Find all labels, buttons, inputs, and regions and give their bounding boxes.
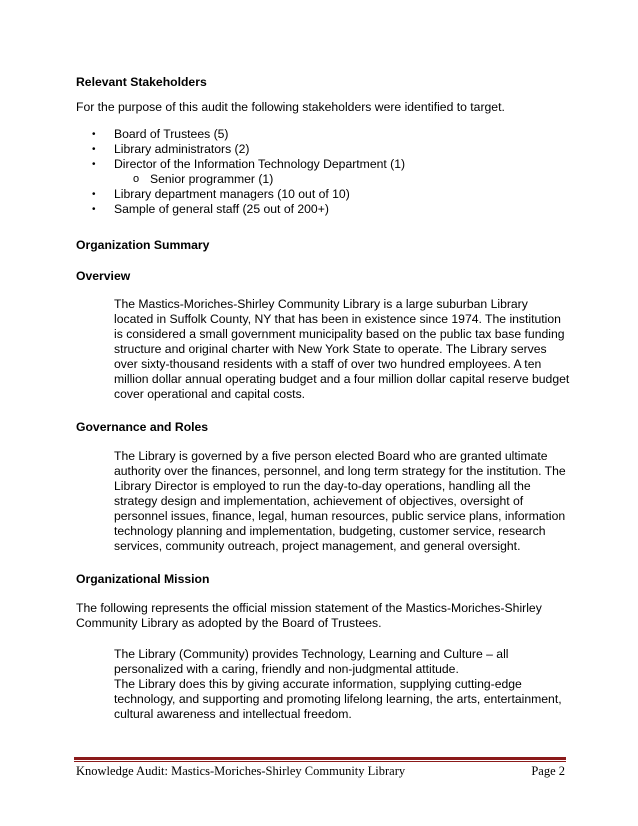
hollow-bullet-icon: o bbox=[133, 173, 140, 185]
list-item: • Library department managers (10 out of 10) bbox=[92, 187, 350, 201]
bullet-icon: • bbox=[92, 189, 96, 200]
mission-intro: The following represents the official mission statement of the Mastics-Moriches-Shirley Community Library as adopted by the Board of Trustees. bbox=[76, 601, 542, 630]
governance-heading: Governance and Roles bbox=[76, 420, 209, 434]
stakeholders-list bbox=[76, 127, 566, 217]
bullet-icon: • bbox=[92, 159, 96, 170]
sub-list-item: o Senior programmer (1) bbox=[133, 172, 274, 186]
mission-para-2: The Library does this by giving accurate information, supplying cutting-edge technology, and supporting and promoting lifelong learning, the arts, entertainment, cultural awareness and intellectual freedom. bbox=[114, 677, 562, 721]
bullet-icon: • bbox=[92, 129, 96, 140]
footer-title: Knowledge Audit: Mastics-Moriches-Shirley Community Library bbox=[76, 764, 406, 778]
page-number: Page 2 bbox=[531, 764, 565, 778]
overview-heading: Overview bbox=[76, 269, 131, 283]
list-item: • Director of the Information Technology Department (1) bbox=[92, 157, 406, 171]
footer-rule-thin bbox=[74, 761, 566, 762]
list-item: • Sample of general staff (25 out of 200+) bbox=[92, 202, 329, 216]
org-summary-heading: Organization Summary bbox=[76, 238, 210, 252]
mission-heading: Organizational Mission bbox=[76, 572, 210, 586]
list-item: • Board of Trustees (5) bbox=[92, 127, 229, 141]
overview-body: The Mastics-Moriches-Shirley Community Library is a large suburban Library located in Suffolk County, NY that has been in existence since 1974. The institution is considered a small government municipality based on the public tax base funding structure and original charter with New York State to operate. The Library serves over sixty-thousand residents with a staff of over two hundred employees. A ten million dollar annual operating budget and a four million dollar capital reserve budget cover operational and capital costs. bbox=[114, 297, 570, 401]
stakeholders-intro: For the purpose of this audit the following stakeholders were identified to target. bbox=[76, 100, 505, 114]
bullet-icon: • bbox=[92, 144, 96, 155]
mission-para-1: The Library (Community) provides Technology, Learning and Culture – all personalized with a caring, friendly and non-judgmental attitude. bbox=[114, 647, 509, 676]
bullet-icon: • bbox=[92, 204, 96, 215]
stakeholders-heading: Relevant Stakeholders bbox=[76, 75, 207, 89]
list-item: • Library administrators (2) bbox=[92, 142, 250, 156]
footer-rule-thick bbox=[74, 757, 566, 760]
governance-body: The Library is governed by a five person elected Board who are granted ultimate authority over the finances, personnel, and long term strategy for the institution. The Library Director is employed to run the day-to-day operations, handling all the strategy design and implementation, achievement of objectives, oversight of personnel issues, finance, legal, human resources, public service plans, information technology planning and implementation, budgeting, customer service, research services, community outreach, project management, and general oversight. bbox=[114, 449, 566, 553]
